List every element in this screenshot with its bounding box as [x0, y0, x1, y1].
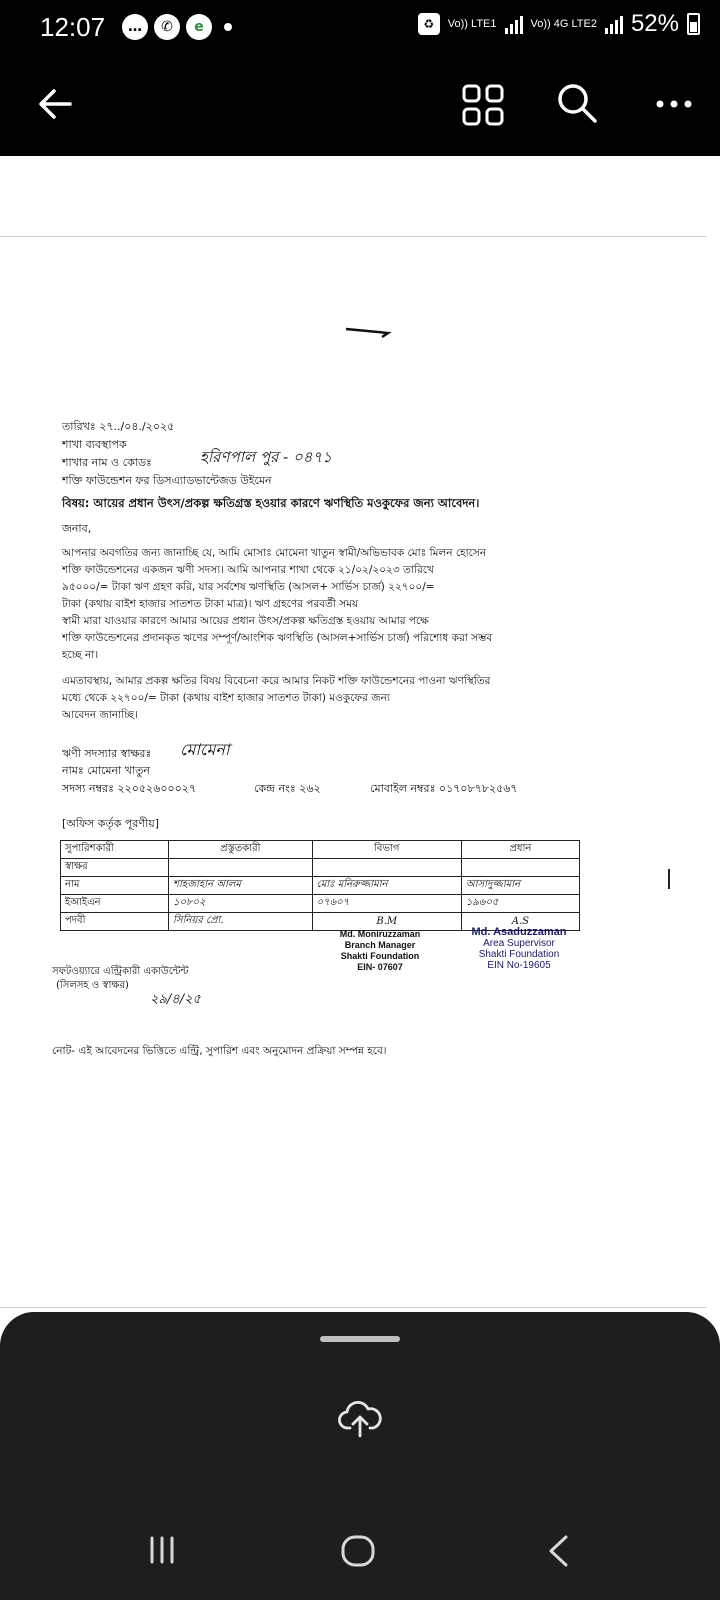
software-seal-label: (সিলসহ ও স্বাক্ষর) [56, 980, 129, 991]
officer-1-title: Branch Manager [344, 940, 416, 950]
org-line: শক্তি ফাউন্ডেশন ফর ডিসএ্যাডভান্টেজড উইমেন [62, 474, 272, 487]
table-row [61, 895, 580, 913]
pen-mark [344, 323, 394, 339]
officer-2-ein: EIN No-19605 [487, 960, 551, 971]
office-fill-label: [অফিস কর্তৃক পূরণীয়] [62, 817, 159, 830]
cloud-upload-icon[interactable] [338, 1396, 382, 1440]
software-entry-date: ২৯/৪/২৫ [150, 992, 201, 1007]
body-line-5: স্বামী মারা যাওয়ার কারণে আমার আয়ের প্রধান উৎস/প্রকল্প ক্ষতিগ্রস্ত হওয়ায় আমার পক্ষে [62, 615, 429, 627]
addressee: শাখা ব্যবস্থাপক [62, 438, 127, 451]
battery-icon [687, 13, 700, 35]
table-header-row [61, 841, 580, 859]
borrower-name: নামঃ মোমেনা খাতুন [62, 764, 150, 777]
table-cell [312, 859, 461, 877]
table-cell [461, 859, 579, 877]
app-toolbar [0, 56, 720, 156]
battery-percent: 52% [630, 10, 679, 37]
body-line-6: শক্তি ফাউন্ডেশনের প্রদানকৃত ঋণের সম্পূর্ণ/আংশিক ঋণস্থিতি (আসল+সার্ভিস চার্জ) পরিশোধ করা সম্ভব [62, 632, 493, 644]
status-bar [0, 0, 720, 56]
navigation-bar [0, 1500, 720, 1600]
officer-stamp-2 [452, 927, 586, 971]
document-page [0, 237, 706, 1307]
borrower-signature: মোমেনা [180, 740, 230, 759]
officer-2-title: Area Supervisor [483, 938, 555, 949]
data-saver-icon: ♻ [418, 13, 440, 35]
table-cell: A.S [461, 913, 579, 931]
table-header-cell: বিভাগ [312, 841, 461, 859]
document-image[interactable] [0, 236, 706, 1308]
borrower-signature-label: ঋণী সদস্যার স্বাক্ষরঃ [62, 747, 152, 760]
salutation: জনাব, [62, 522, 92, 535]
table-cell: নাম [61, 877, 169, 895]
mobile-number: মোবাইল নম্বরঃ ০১৭০৮৭৮২৫৬৭ [370, 782, 518, 795]
center-number: কেন্দ্র নংঃ ২৬২ [254, 782, 321, 795]
sim2-label: Vo)) 4G LTE2 [530, 18, 597, 30]
table-cell: ১৯৬০৫ [461, 895, 579, 913]
home-icon[interactable] [340, 1534, 376, 1568]
more-notifications-icon [224, 23, 232, 31]
table-cell [169, 859, 313, 877]
table-cell: ০৭৬০৭ [312, 895, 461, 913]
body-line-2: শক্তি ফাউন্ডেশনের একজন ঋণী সদস্য। আমি আপনার শাখা থেকে ২১/০২/২০২৩ তারিখে [62, 564, 434, 576]
signal2-icon [605, 14, 623, 34]
table-cell: ১০৮০২ [169, 895, 313, 913]
table-row [61, 859, 580, 877]
table-header-cell: প্রধান [461, 841, 579, 859]
table-row [61, 877, 580, 895]
table-cell: ইআইএন [61, 895, 169, 913]
request-line-2: মধ্যে থেকে ২২৭০০/= টাকা (কথায় বাইশ হাজার সাতশত টাকা) মওকুফের জন্য [62, 692, 390, 704]
approval-table [60, 840, 580, 931]
request-line-1: এমতাবস্থায়, আমার প্রকল্প ক্ষতির বিষয় বিবেচনা করে আমার নিকট শক্তি ফাউন্ডেশনের পাওনা ঋণস্থিতির [62, 675, 491, 687]
body-line-3: ৯৫০০০/= টাকা ঋণ গ্রহণ করি, যার সর্বশেষ ঋণস্থিতি (আসল+ সার্ভিস চার্জ) ২২৭০০/= [62, 581, 435, 593]
status-right [418, 10, 700, 38]
officer-2-org: Shakti Foundation [478, 949, 560, 960]
footer-note: নোট- এই আবেদনের ভিত্তিতে এন্ট্রি, সুপারিশ এবং অনুমোদন প্রক্রিয়া সম্পন্ন হবে। [52, 1045, 387, 1057]
member-number: সদস্য নম্বরঃ ২২০৫২৬০০০২৭ [62, 782, 197, 795]
table-cell: শাহজাহান আলম [169, 877, 313, 895]
officer-1-name: Md. Moniruzzaman [339, 929, 421, 939]
ebank-icon: e [186, 14, 212, 40]
sim1-label: Vo)) LTE1 [447, 18, 497, 30]
grid-view-icon[interactable] [460, 82, 506, 128]
status-time: 12:07 [40, 12, 106, 42]
table-header-cell: সুপারিশকারী [61, 841, 169, 859]
table-header-cell: প্রস্তুতকারী [169, 841, 313, 859]
branch-value: হরিণপাল পুর - ০৪৭১ [200, 448, 332, 466]
subject: বিষয়: আয়ের প্রধান উৎস/প্রকল্প ক্ষতিগ্রস্ত হওয়ার কারণে ঋণস্থিতি মওকুফের জন্য আবেদন। [62, 496, 480, 510]
back-arrow-icon[interactable] [34, 82, 78, 126]
table-cell: আসাদুজ্জামান [461, 877, 579, 895]
request-line-3: আবেদন জানাচ্ছি। [62, 709, 138, 721]
table-cell: স্বাক্ষর [61, 859, 169, 877]
recent-apps-icon[interactable] [146, 1534, 178, 1566]
body-line-1: আপনার অবগতির জন্য জানাচ্ছি যে, আমি মোসাঃ মোমেনা খাতুন স্বামী/অভিভাবক মোঃ মিলন হোসেন [62, 547, 487, 559]
whatsapp-icon: ✆ [154, 14, 180, 40]
officer-1-org: Shakti Foundation [340, 951, 420, 961]
notification-icons [122, 12, 232, 42]
search-icon[interactable] [554, 80, 600, 126]
chat-icon: … [122, 14, 148, 40]
drag-handle[interactable] [320, 1336, 400, 1342]
table-cell: পদবী [61, 913, 169, 931]
table-cell: B.M [312, 913, 461, 931]
officer-2-name: Md. Asaduzzaman [471, 926, 567, 938]
table-cell: মোঃ মনিরুজ্জামান [312, 877, 461, 895]
branch-line: শাখার নাম ও কোডঃ [62, 456, 152, 469]
date-line: তারিখঃ ২৭../০৪./২০২৫ [62, 420, 175, 433]
body-line-7: হচ্ছে না। [62, 649, 99, 661]
officer-stamp-1 [318, 929, 442, 973]
software-entry-label: সফটওয়্যারে এন্ট্রিকারী একাউন্টেন্ট [52, 966, 189, 977]
margin-mark [668, 869, 670, 889]
more-options-icon[interactable] [654, 84, 694, 124]
signal1-icon [505, 14, 523, 34]
nav-back-icon[interactable] [546, 1534, 570, 1568]
officer-1-ein: EIN- 07607 [357, 962, 403, 972]
table-cell: সিনিয়র প্রো. [169, 913, 313, 931]
body-line-4: টাকা (কথায় বাইশ হাজার সাতশত টাকা মাত্র)। ঋণ গ্রহণের পরবর্তী সময় [62, 598, 359, 610]
